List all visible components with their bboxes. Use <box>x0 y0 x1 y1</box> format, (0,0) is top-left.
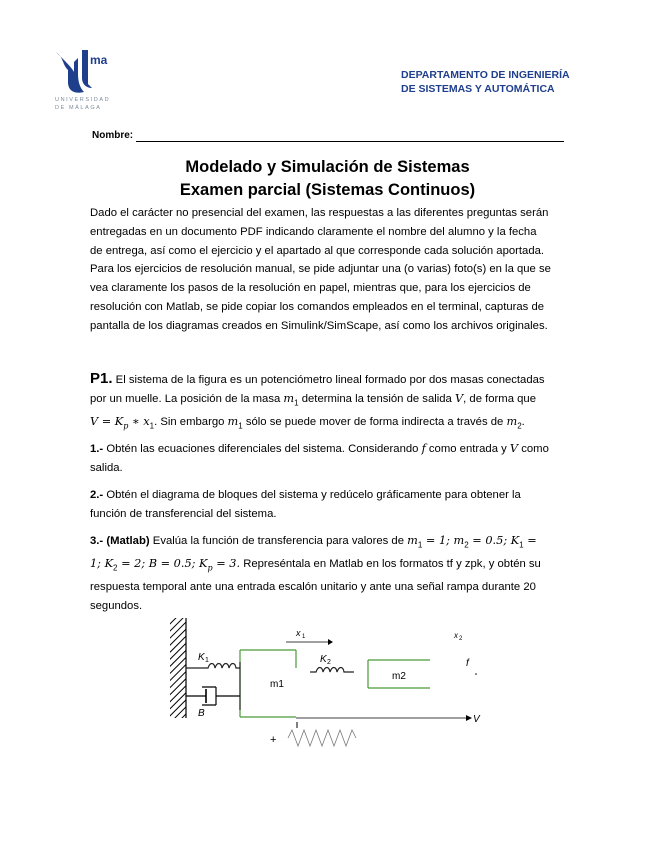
label-f: f <box>466 658 469 669</box>
spring-k1 <box>186 664 240 669</box>
question-3: 3.- (Matlab) Evalúa la función de transferencia para valores de $m_1 = 1$; $m_2 = 0.5$; $K_1$ = 1; $K_2 = 2$; B = 0.5; $K_p = 3$. Represéntala en Matlab en los formatos tf y zpk, y obtén su respuesta temporal ante una entrada escalón unitario y ante una señal rampa durante 20 segundos. <box>90 534 541 612</box>
instructions-paragraph <box>90 204 566 336</box>
label-k2: K <box>320 654 327 665</box>
instructions-line: resolución con Matlab, se pide copiar los comandos empleados en el terminal, capturas de <box>90 300 545 313</box>
mechanical-system-figure <box>160 612 500 757</box>
university-name-line2: DE MÁLAGA <box>55 105 102 111</box>
label-x1: x <box>296 628 301 638</box>
resistor <box>288 730 356 746</box>
university-name-line1: UNIVERSIDAD <box>55 97 111 103</box>
mass-m1 <box>240 650 296 717</box>
label-m2: m2 <box>392 671 406 682</box>
label-k1: K <box>198 652 205 663</box>
instructions-line: pantalla de los diagramas creados en Simulink/SimScape, así como los archivos originales. <box>90 319 548 332</box>
label-m1: m1 <box>270 679 284 690</box>
label-x2: x <box>454 631 458 640</box>
instructions-line: de entrega, así como el ejercicio y el apartado al que corresponde cada solución aportada. <box>90 244 545 257</box>
label-v: V <box>473 714 480 725</box>
exam-subtitle: Examen parcial (Sistemas Continuos) <box>179 181 476 199</box>
problem-number: P1. <box>90 370 113 387</box>
name-label: Nombre: <box>92 130 134 141</box>
damper-b <box>186 687 240 705</box>
instructions-line: Para los ejercicios de resolución manual, se pide adjuntar una (o varias) foto(s) en la que se <box>90 263 551 276</box>
svg-text:2: 2 <box>459 636 463 642</box>
label-b: B <box>198 708 205 719</box>
department-name: DEPARTAMENTO DE INGENIERÍA DE SISTEMAS Y AUTOMÁTICA <box>401 69 570 95</box>
label-plus: + <box>270 734 277 746</box>
fixed-wall <box>170 618 186 718</box>
svg-text:1: 1 <box>302 634 306 640</box>
instructions-line: Dado el carácter no presencial del examen, las respuestas a las diferentes preguntas serán <box>90 207 549 219</box>
svg-text:1: 1 <box>205 657 209 664</box>
instructions-line: vea claramente los pasos de la resolución en papel, mientras que, para los ejercicios de <box>90 282 531 295</box>
logo-emblem <box>56 52 84 93</box>
name-field-line <box>136 141 564 142</box>
logo-mark: ma <box>90 53 108 67</box>
question-1: 1.- Obtén las ecuaciones diferenciales del sistema. Considerando f como entrada y V como salida. <box>90 442 549 474</box>
spring-k2 <box>310 668 354 673</box>
instructions-line: entregadas en un documento PDF indicando claramente el nombre del alumno y la fecha <box>90 225 537 238</box>
svg-text:2: 2 <box>327 659 331 666</box>
question-2: 2.- Obtén el diagrama de bloques del sistema y redúcelo gráficamente para obtener la función de transferencial del sistema. <box>90 489 521 520</box>
output-equation: V = K <box>90 414 124 428</box>
problem-1-statement: P1. El sistema de la figura es un potenciómetro lineal formado por dos masas conectadas por un muelle. La posición de la masa $m_1$ determina la tensión de salida V, de forma que $V = K_p$ ∗ $x_1$. Sin embargo $m_1$ sólo se puede mover de forma indirecta a través de $m_2$. <box>90 370 545 431</box>
exam-title: Modelado y Simulación de Sistemas <box>185 158 470 176</box>
